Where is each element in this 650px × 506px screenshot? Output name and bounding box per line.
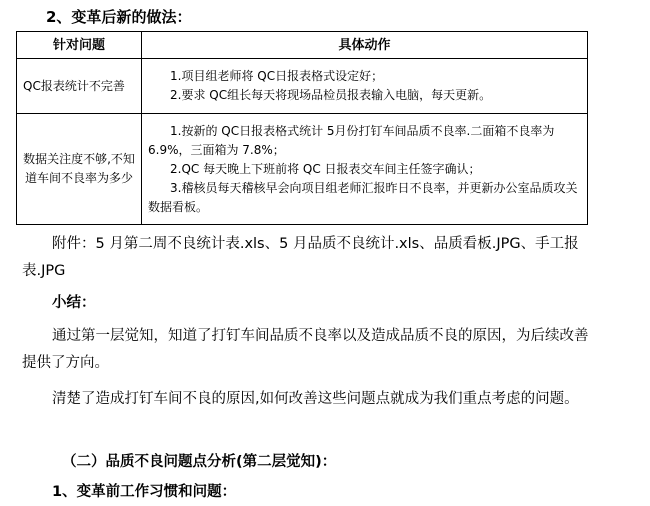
subsection-title: 1、变革前工作习惯和问题： [52, 484, 237, 500]
action-item: 1.按新的 QC日报表格式统计 5月份打钉车间品质不良率.二面箱不良率为 6.9%，三面箱为 7.8%； [148, 123, 555, 157]
actions-cell [142, 114, 588, 225]
actions-cell [142, 59, 588, 114]
summary-text-1: 通过第一层觉知，知道了打钉车间品质不良率以及造成品质不良的原因，为后续改善提供了方向。 [22, 328, 589, 371]
table-row [17, 114, 588, 225]
table-header-row [17, 32, 588, 59]
header-actions: 具体动作 [142, 32, 588, 59]
problem-cell: 数据关注度不够,不知道车间不良率为多少 [17, 114, 142, 225]
action-item: 1.项目组老师将 QC日报表格式设定好； [170, 69, 384, 83]
summary-paragraph-2 [22, 386, 592, 413]
summary-title: 小结： [52, 295, 96, 311]
actions-table [16, 31, 588, 225]
header-problem: 针对问题 [17, 32, 142, 59]
section-title: （二）品质不良问题点分析(第二层觉知)： [62, 454, 337, 470]
action-item: 3.稽核员每天稽核早会向项目组老师汇报昨日不良率，并更新办公室品质攻关数据看板。 [148, 180, 578, 214]
table-row [17, 59, 588, 114]
attachment-paragraph [22, 231, 592, 285]
action-item: 2.QC 每天晚上下班前将 QC 日报表交车间主任签字确认； [170, 161, 481, 176]
section-heading: 2、变革后新的做法： [46, 8, 192, 26]
summary-text-2: 清楚了造成打钉车间不良的原因,如何改善这些问题点就成为我们重点考虑的问题。 [52, 391, 579, 407]
summary-paragraph-1 [22, 323, 592, 377]
problem-cell: QC报表统计不完善 [17, 59, 142, 114]
attachment-text: 附件：5 月第二周不良统计表.xls、5 月品质不良统计.xls、品质看板.JPG、手工报表.JPG [22, 236, 579, 279]
action-item: 2.要求 QC组长每天将现场品检员报表输入电脑，每天更新。 [170, 88, 492, 102]
